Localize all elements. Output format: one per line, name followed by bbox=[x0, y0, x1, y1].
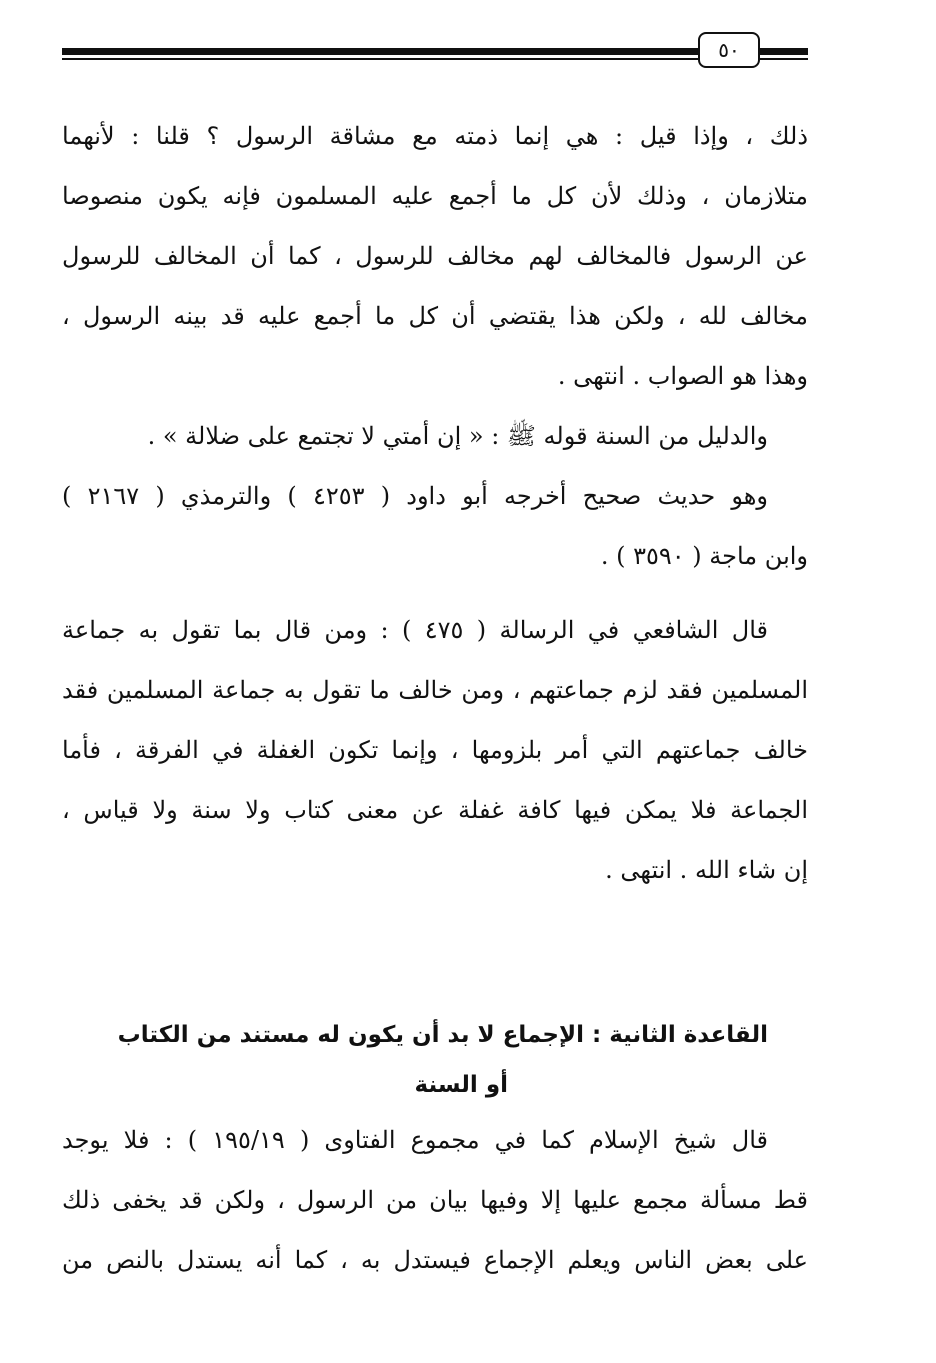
paragraph-ibn-taymiyyah-cont bbox=[62, 1170, 808, 1290]
paragraph-takhrij-cont bbox=[62, 526, 808, 586]
text-line: وهو حديث صحيح أخرجه أبو داود ( ٤٢٥٣ ) والترمذي ( ٢١٦٧ ) bbox=[62, 482, 768, 510]
text-line: قال شيخ الإسلام كما في مجموع الفتاوى ( ١٩٥/١٩ ) : فلا يوجد bbox=[62, 1126, 768, 1154]
text-line: قط مسألة مجمع عليها إلا وفيها بيان من الرسول ، ولكن قد يخفى ذلك bbox=[62, 1186, 808, 1214]
text-line: على بعض الناس ويعلم الإجماع فيستدل به ، كما أنه يستدل بالنص من bbox=[62, 1246, 808, 1274]
text-line: وابن ماجة ( ٣٥٩٠ ) . bbox=[600, 542, 808, 570]
section-heading-cont bbox=[62, 1060, 808, 1110]
text-line: مخالف لله ، ولكن هذا يقتضي أن كل ما أجمع عليه قد بينه الرسول ، bbox=[62, 302, 808, 330]
text-line: الجماعة فلا يمكن فيها كافة غفلة عن معنى كتاب ولا سنة ولا قياس ، bbox=[62, 796, 808, 824]
text-line: قال الشافعي في الرسالة ( ٤٧٥ ) : ومن قال بما تقول به جماعة bbox=[62, 616, 768, 644]
text-line: خالف جماعتهم التي أمر بلزومها ، وإنما تكون الغفلة في الفرقة ، فأما bbox=[62, 736, 808, 764]
paragraph-ibn-taymiyyah bbox=[62, 1110, 808, 1170]
text-line: عن الرسول فالمخالف لهم مخالف للرسول ، كما أن المخالف للرسول bbox=[62, 242, 808, 270]
heading-title-line1: الإجماع لا بد أن يكون له مستند من الكتاب bbox=[117, 1022, 584, 1048]
page-number: ٥٠ bbox=[698, 32, 760, 68]
text-line: متلازمان ، وذلك لأن كل ما أجمع عليه المسلمون فإنه يكون منصوصا bbox=[62, 182, 808, 210]
text-line: وهذا هو الصواب . انتهى . bbox=[557, 362, 808, 390]
paragraph-continuation bbox=[62, 106, 808, 406]
text-line: ذلك ، وإذا قيل : هي إنما ذمته مع مشاقة الرسول ؟ قلنا : لأنهما bbox=[62, 122, 808, 150]
header-rule-thin bbox=[62, 58, 808, 60]
text-line: إن شاء الله . انتهى . bbox=[605, 856, 808, 884]
header-rule-thick bbox=[62, 48, 808, 55]
section-heading bbox=[62, 1010, 808, 1060]
text-line: والدليل من السنة قوله ﷺ : « إن أمتي لا تجتمع على ضلالة » . bbox=[147, 422, 768, 450]
text-line: المسلمين فقد لزم جماعتهم ، ومن خالف ما تقول به جماعة المسلمين فقد bbox=[62, 676, 808, 704]
page-body bbox=[62, 106, 808, 1290]
heading-title-line2: أو السنة bbox=[414, 1072, 508, 1098]
paragraph-takhrij bbox=[62, 466, 808, 526]
paragraph-shafii-cont bbox=[62, 660, 808, 900]
page-header bbox=[62, 30, 808, 74]
paragraph-hadith bbox=[62, 406, 808, 466]
heading-label: القاعدة الثانية : bbox=[591, 1022, 768, 1048]
paragraph-shafii bbox=[62, 600, 808, 660]
